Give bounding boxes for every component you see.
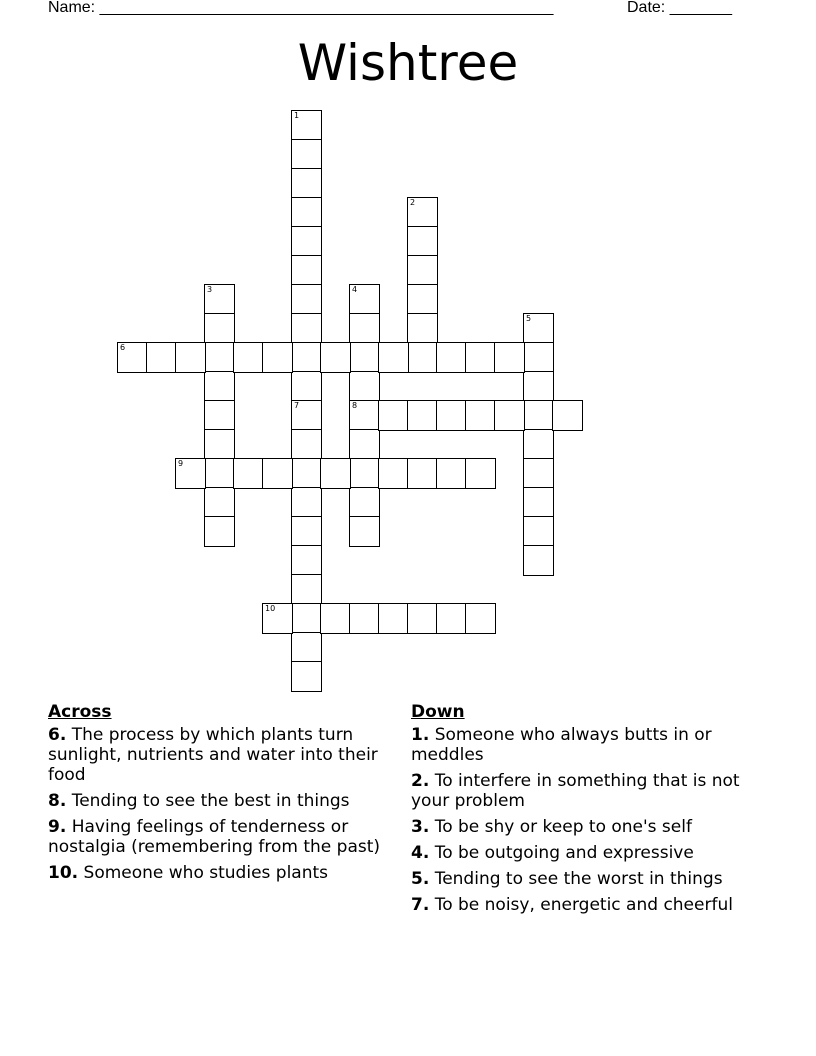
clue-text: To interfere in something that is not your problem [411, 771, 740, 811]
grid-cell[interactable] [407, 603, 438, 634]
clue-number-label: 7 [294, 401, 300, 410]
grid-cell[interactable] [291, 255, 322, 286]
grid-cell[interactable] [117, 342, 148, 373]
across-clues [48, 702, 408, 889]
grid-cell[interactable] [146, 342, 177, 373]
clue-number-label: 9 [178, 459, 184, 468]
clue-number: 6. [48, 725, 67, 745]
clue-number-label: 1 [294, 111, 300, 120]
across-clue [48, 817, 408, 857]
grid-cell[interactable] [349, 371, 380, 402]
grid-cell[interactable] [204, 458, 235, 489]
grid-cell[interactable] [291, 574, 322, 605]
grid-cell[interactable] [494, 342, 525, 373]
clue-number: 4. [411, 843, 430, 863]
clue-number-label: 5 [526, 314, 532, 323]
down-clue [411, 817, 771, 837]
across-heading: Across [48, 702, 112, 722]
grid-cell[interactable] [204, 400, 235, 431]
grid-cell[interactable] [291, 168, 322, 199]
grid-cell[interactable] [320, 458, 351, 489]
clue-text: The process by which plants turn sunlight, nutrients and water into their food [48, 725, 378, 785]
grid-cell[interactable] [291, 342, 322, 373]
clue-text: Having feelings of tenderness or nostalgia (remembering from the past) [48, 817, 381, 857]
grid-cell[interactable] [349, 284, 380, 315]
grid-cell[interactable] [523, 342, 554, 373]
grid-cell[interactable] [465, 342, 496, 373]
down-clue [411, 725, 771, 765]
clue-text: To be noisy, energetic and cheerful [434, 895, 733, 915]
grid-cell[interactable] [523, 458, 554, 489]
clue-number: 7. [411, 895, 430, 915]
puzzle-title: Wishtree [297, 34, 519, 92]
clue-number-label: 4 [352, 285, 358, 294]
grid-cell[interactable] [407, 197, 438, 228]
grid-cell[interactable] [291, 313, 322, 344]
grid-cell[interactable] [407, 342, 438, 373]
grid-cell[interactable] [523, 487, 554, 518]
grid-cell[interactable] [233, 342, 264, 373]
clue-number: 1. [411, 725, 430, 745]
clue-number: 9. [48, 817, 67, 837]
grid-cell[interactable] [349, 400, 380, 431]
grid-cell[interactable] [494, 400, 525, 431]
clue-number: 2. [411, 771, 430, 791]
grid-cell[interactable] [291, 284, 322, 315]
grid-cell[interactable] [552, 400, 583, 431]
clue-number-label: 8 [352, 401, 358, 410]
clue-number-label: 10 [265, 604, 276, 613]
grid-cell[interactable] [407, 458, 438, 489]
grid-cell[interactable] [465, 603, 496, 634]
grid-cell[interactable] [204, 487, 235, 518]
grid-cell[interactable] [378, 458, 409, 489]
grid-cell[interactable] [204, 313, 235, 344]
grid-cell[interactable] [407, 226, 438, 257]
grid-cell[interactable] [175, 458, 206, 489]
grid-cell[interactable] [204, 342, 235, 373]
clue-number: 5. [411, 869, 430, 889]
clue-text: To be outgoing and expressive [434, 843, 694, 863]
grid-cell[interactable] [291, 429, 322, 460]
clue-number-label: 3 [207, 285, 213, 294]
grid-cell[interactable] [349, 516, 380, 547]
grid-cell[interactable] [436, 342, 467, 373]
grid-cell[interactable] [291, 632, 322, 663]
grid-cell[interactable] [291, 458, 322, 489]
grid-cell[interactable] [407, 255, 438, 286]
down-clue [411, 869, 771, 889]
grid-cell[interactable] [523, 313, 554, 344]
grid-cell[interactable] [349, 342, 380, 373]
grid-cell[interactable] [407, 284, 438, 315]
across-clue [48, 791, 408, 811]
date-field[interactable]: Date: _______ [627, 0, 732, 16]
clue-number: 10. [48, 863, 79, 883]
grid-cell[interactable] [378, 342, 409, 373]
grid-cell[interactable] [523, 371, 554, 402]
clue-number-label: 2 [410, 198, 416, 207]
grid-cell[interactable] [291, 371, 322, 402]
grid-cell[interactable] [204, 284, 235, 315]
grid-cell[interactable] [378, 400, 409, 431]
grid-cell[interactable] [465, 458, 496, 489]
grid-cell[interactable] [349, 458, 380, 489]
grid-cell[interactable] [436, 400, 467, 431]
across-clue [48, 863, 408, 883]
clue-text: To be shy or keep to one's self [434, 817, 692, 837]
grid-cell[interactable] [291, 516, 322, 547]
grid-cell[interactable] [262, 342, 293, 373]
grid-cell[interactable] [349, 487, 380, 518]
clue-text: Tending to see the best in things [71, 791, 350, 811]
grid-cell[interactable] [407, 400, 438, 431]
clue-text: Someone who always butts in or meddles [411, 725, 712, 765]
grid-cell[interactable] [291, 603, 322, 634]
grid-cell[interactable] [320, 342, 351, 373]
grid-cell[interactable] [204, 516, 235, 547]
grid-cell[interactable] [291, 139, 322, 170]
grid-cell[interactable] [204, 371, 235, 402]
clue-text: Tending to see the worst in things [434, 869, 723, 889]
across-clue [48, 725, 408, 785]
grid-cell[interactable] [291, 110, 322, 141]
grid-cell[interactable] [523, 516, 554, 547]
grid-cell[interactable] [262, 603, 293, 634]
grid-cell[interactable] [523, 400, 554, 431]
grid-cell[interactable] [233, 458, 264, 489]
down-clue [411, 771, 771, 811]
clue-number: 8. [48, 791, 67, 811]
grid-cell[interactable] [204, 429, 235, 460]
grid-cell[interactable] [436, 458, 467, 489]
clue-number-label: 6 [120, 343, 126, 352]
grid-cell[interactable] [349, 603, 380, 634]
grid-cell[interactable] [378, 603, 409, 634]
grid-cell[interactable] [291, 661, 322, 692]
grid-cell[interactable] [407, 313, 438, 344]
down-clues [411, 702, 771, 921]
down-clue [411, 895, 771, 915]
grid-cell[interactable] [291, 545, 322, 576]
grid-cell[interactable] [175, 342, 206, 373]
down-heading: Down [411, 702, 465, 722]
grid-cell[interactable] [291, 400, 322, 431]
grid-cell[interactable] [262, 458, 293, 489]
grid-cell[interactable] [349, 313, 380, 344]
grid-cell[interactable] [349, 429, 380, 460]
down-clue [411, 843, 771, 863]
grid-cell[interactable] [320, 603, 351, 634]
clue-text: Someone who studies plants [83, 863, 329, 883]
grid-cell[interactable] [523, 429, 554, 460]
grid-cell[interactable] [291, 197, 322, 228]
name-field[interactable]: Name: ___________________________________________________ [48, 0, 554, 16]
grid-cell[interactable] [523, 545, 554, 576]
clue-number: 3. [411, 817, 430, 837]
grid-cell[interactable] [291, 487, 322, 518]
grid-cell[interactable] [291, 226, 322, 257]
grid-cell[interactable] [436, 603, 467, 634]
grid-cell[interactable] [465, 400, 496, 431]
